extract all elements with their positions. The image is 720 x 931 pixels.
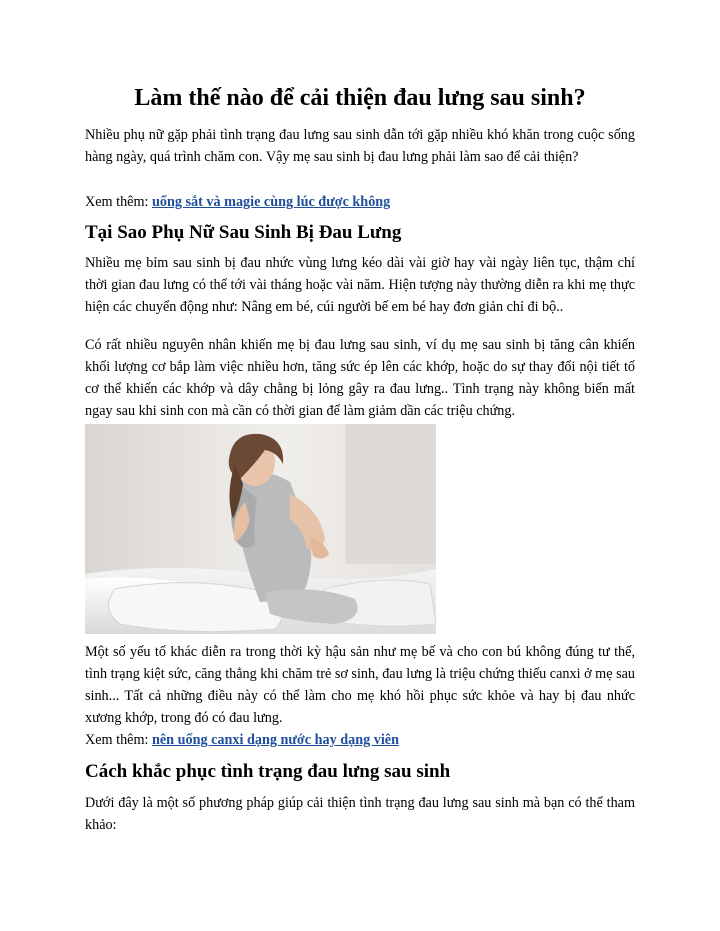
see-also-prefix-2: Xem thêm: [85, 732, 152, 748]
document-title: Làm thế nào để cải thiện đau lưng sau sinh? [134, 85, 586, 111]
section-heading-causes: Tại Sao Phụ Nữ Sau Sinh Bị Đau Lưng [85, 222, 402, 243]
causes-paragraph-3: Một số yếu tố khác diễn ra trong thời kỳ hậu sản như mẹ bế và cho con bú không đúng tư thế, tình trạng kiệt sức, căng thẳng khi chăm trẻ sơ sinh, đau lưng là triệu chứng thiếu canxi ở mẹ sau sinh... Tất cả những điều này có thể làm cho mẹ khó hồi phục sức khỏe và hay bị đau nhức xương khớp, trong đó có đau lưng. [85, 644, 635, 726]
woman-back-pain-illustration [85, 424, 436, 634]
causes-paragraph-2: Có rất nhiều nguyên nhân khiến mẹ bị đau lưng sau sinh, ví dụ mẹ sau sinh bị tăng cân khiến khối lượng cơ bắp làm việc nhiều hơn, tăng sức ép lên các khớp, hoặc do sự thay đổi nội tiết tố cơ thể khiến các khớp và dây chằng bị lỏng gây ra đau lưng.. Tình trạng này không biến mất ngay sau khi sinh con mà cần có thời gian để làm giảm dần các triệu chứng. [85, 337, 635, 419]
see-also-link-calcium-form[interactable]: nên uống canxi dạng nước hay dạng viên [151, 732, 399, 748]
causes-paragraph-1: Nhiều mẹ bỉm sau sinh bị đau nhức vùng lưng kéo dài vài giờ hay vài ngày liên tục, thậm chí thời gian đau lưng có thể tới vài tháng hoặc vài năm. Hiện tượng này thường diễn ra khi mẹ thực hiện các chuyển động như: Nâng em bé, cúi người bế em bé hay đơn giản chỉ đi bộ.. [85, 255, 635, 315]
section-heading-remedies: Cách khắc phục tình trạng đau lưng sau sinh [85, 761, 451, 782]
see-also-line-1 [85, 191, 635, 213]
intro-paragraph: Nhiều phụ nữ gặp phải tình trạng đau lưng sau sinh dẫn tới gặp nhiều khó khăn trong cuộc sống hàng ngày, quá trình chăm con. Vậy mẹ sau sinh bị đau lưng phải làm sao để cải thiện? [85, 127, 635, 165]
remedies-paragraph-1: Dưới đây là một số phương pháp giúp cải thiện tình trạng đau lưng sau sinh mà bạn có thể tham khảo: [85, 795, 635, 833]
see-also-link-iron-magnesium[interactable]: uống sắt và magie cùng lúc được không [151, 194, 391, 210]
see-also-line-2 [85, 729, 635, 751]
see-also-prefix-1: Xem thêm: [85, 194, 152, 210]
woman-back-pain-photo [85, 424, 436, 634]
